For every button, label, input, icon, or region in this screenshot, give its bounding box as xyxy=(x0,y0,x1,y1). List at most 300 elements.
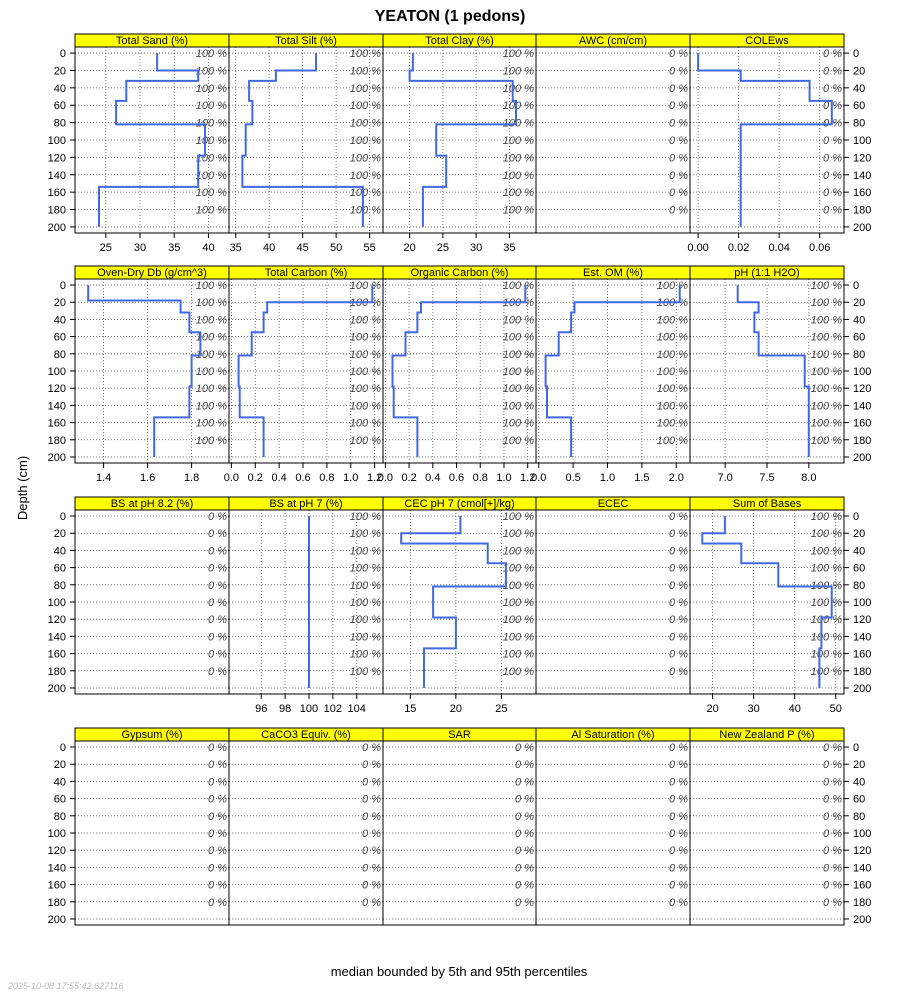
y-tick-label: 0 xyxy=(59,280,66,293)
y-tick-label: 60 xyxy=(53,100,66,113)
x-tick-label: 0.2 xyxy=(247,472,263,484)
y-tick-label: 80 xyxy=(853,348,866,361)
pct-label: 100 % xyxy=(349,562,381,575)
median-depth-line xyxy=(698,53,832,227)
pct-label: 0 % xyxy=(515,776,534,789)
y-tick-label: 0 xyxy=(853,511,860,524)
pct-label: 100 % xyxy=(656,348,688,361)
y-axis-label: Depth (cm) xyxy=(15,455,30,521)
panel-9 xyxy=(690,266,871,484)
pct-label: 100 % xyxy=(502,135,534,147)
pct-label: 100 % xyxy=(195,280,227,293)
panel-frame xyxy=(536,741,690,925)
panel-18 xyxy=(536,728,690,925)
panel-strip-title: COLEws xyxy=(745,35,789,47)
pct-label: 0 % xyxy=(669,100,688,113)
pct-label: 100 % xyxy=(349,528,381,541)
pct-label: 0 % xyxy=(823,896,842,909)
x-tick-label: 40 xyxy=(202,242,215,254)
pct-label: 100 % xyxy=(502,169,534,182)
x-tick-label: 45 xyxy=(296,242,309,254)
y-tick-label: 160 xyxy=(47,187,66,200)
pct-label: 100 % xyxy=(349,597,381,609)
y-tick-label: 20 xyxy=(53,65,66,78)
y-tick-label: 120 xyxy=(853,614,872,627)
pct-label: 100 % xyxy=(656,383,688,396)
pct-label: 100 % xyxy=(502,545,534,558)
pct-label: 100 % xyxy=(502,331,534,344)
pct-label: 100 % xyxy=(195,204,227,217)
pct-label: 0 % xyxy=(669,135,688,147)
panel-strip-title: Oven-Dry Db (g/cm^3) xyxy=(97,267,207,279)
pct-label: 0 % xyxy=(208,810,227,823)
y-tick-label: 200 xyxy=(853,221,872,234)
pct-label: 0 % xyxy=(669,545,688,558)
pct-label: 100 % xyxy=(656,400,688,413)
pct-label: 0 % xyxy=(823,187,842,200)
pct-label: 0 % xyxy=(208,511,227,524)
pct-label: 0 % xyxy=(823,828,842,840)
pct-label: 100 % xyxy=(810,614,842,627)
y-tick-label: 100 xyxy=(47,135,66,147)
pct-label: 100 % xyxy=(195,48,227,61)
pct-label: 100 % xyxy=(810,579,842,592)
pct-label: 100 % xyxy=(810,314,842,327)
panel-strip-title: BS at pH 7 (%) xyxy=(269,498,343,510)
pct-label: 0 % xyxy=(208,579,227,592)
pct-label: 100 % xyxy=(810,417,842,430)
y-tick-label: 100 xyxy=(47,597,66,609)
y-tick-label: 180 xyxy=(853,204,872,217)
pct-label: 100 % xyxy=(502,648,534,661)
y-tick-label: 100 xyxy=(853,828,872,840)
y-tick-label: 80 xyxy=(853,810,866,823)
pct-label: 0 % xyxy=(208,845,227,858)
x-tick-label: 30 xyxy=(470,242,483,254)
panel-3 xyxy=(536,34,690,233)
pct-label: 0 % xyxy=(669,879,688,892)
pct-label: 0 % xyxy=(208,828,227,840)
y-tick-label: 140 xyxy=(853,169,872,182)
x-tick-label: 0.0 xyxy=(531,472,547,484)
pct-label: 100 % xyxy=(656,366,688,378)
y-tick-label: 40 xyxy=(53,545,66,558)
pct-label: 100 % xyxy=(810,348,842,361)
pct-label: 0 % xyxy=(669,82,688,95)
panel-strip-title: Organic Carbon (%) xyxy=(410,267,509,279)
panel-strip-title: Est. OM (%) xyxy=(583,267,643,279)
pct-label: 100 % xyxy=(502,314,534,327)
pct-label: 100 % xyxy=(349,511,381,524)
pct-label: 0 % xyxy=(515,742,534,755)
pct-label: 100 % xyxy=(656,297,688,310)
pct-label: 0 % xyxy=(669,793,688,806)
pct-label: 0 % xyxy=(823,759,842,772)
x-tick-label: 35 xyxy=(503,242,516,254)
panel-14 xyxy=(690,497,871,715)
pct-label: 0 % xyxy=(515,896,534,909)
pct-label: 100 % xyxy=(810,631,842,644)
pct-label: 0 % xyxy=(669,759,688,772)
y-tick-label: 200 xyxy=(47,682,66,695)
y-tick-label: 60 xyxy=(853,100,866,113)
panel-strip-title: ECEC xyxy=(597,498,629,510)
y-tick-label: 120 xyxy=(853,845,872,858)
y-tick-label: 160 xyxy=(853,417,872,430)
x-tick-label: 1.2 xyxy=(520,472,536,484)
panel-1 xyxy=(229,34,383,254)
y-tick-label: 20 xyxy=(53,528,66,541)
panel-strip-title: AWC (cm/cm) xyxy=(578,35,648,47)
pct-label: 0 % xyxy=(669,169,688,182)
y-tick-label: 40 xyxy=(53,776,66,789)
pct-label: 0 % xyxy=(208,776,227,789)
pct-label: 0 % xyxy=(823,65,842,78)
x-tick-label: 0.02 xyxy=(727,242,750,254)
y-tick-label: 80 xyxy=(53,810,66,823)
pct-label: 0 % xyxy=(208,759,227,772)
pct-label: 100 % xyxy=(810,648,842,661)
pct-label: 100 % xyxy=(502,400,534,413)
x-tick-label: 0.2 xyxy=(401,472,417,484)
pct-label: 100 % xyxy=(195,383,227,396)
y-tick-label: 120 xyxy=(47,845,66,858)
pct-label: 100 % xyxy=(349,297,381,310)
pct-label: 100 % xyxy=(810,665,842,678)
panel-frame xyxy=(229,741,383,925)
x-tick-label: 1.6 xyxy=(139,472,156,484)
panel-strip-title: SAR xyxy=(448,729,471,741)
x-tick-label: 0.5 xyxy=(565,472,581,484)
pct-label: 0 % xyxy=(362,759,381,772)
pct-label: 0 % xyxy=(669,597,688,609)
pct-label: 100 % xyxy=(195,348,227,361)
pct-label: 0 % xyxy=(515,810,534,823)
pct-label: 100 % xyxy=(502,597,534,609)
x-tick-label: 0.4 xyxy=(271,472,287,484)
pct-label: 100 % xyxy=(810,331,842,344)
pct-label: 0 % xyxy=(208,597,227,609)
pct-label: 0 % xyxy=(823,793,842,806)
pct-label: 0 % xyxy=(362,776,381,789)
y-tick-label: 140 xyxy=(47,169,66,182)
x-tick-label: 1.5 xyxy=(634,472,650,484)
y-tick-label: 160 xyxy=(853,187,872,200)
pct-label: 100 % xyxy=(195,152,227,165)
pct-label: 100 % xyxy=(195,434,227,447)
pct-label: 0 % xyxy=(208,545,227,558)
x-tick-label: 2.0 xyxy=(668,472,684,484)
pct-label: 100 % xyxy=(195,82,227,95)
panel-8 xyxy=(531,266,690,484)
pct-label: 0 % xyxy=(669,117,688,130)
pct-label: 0 % xyxy=(208,528,227,541)
panel-10 xyxy=(48,497,229,695)
panel-frame xyxy=(536,510,690,694)
pct-label: 0 % xyxy=(208,562,227,575)
x-tick-label: 20 xyxy=(403,242,416,254)
pct-label: 100 % xyxy=(810,297,842,310)
pct-label: 0 % xyxy=(669,562,688,575)
pct-label: 0 % xyxy=(669,665,688,678)
panel-strip-title: Al Saturation (%) xyxy=(571,729,655,741)
pct-label: 0 % xyxy=(208,862,227,875)
pct-label: 100 % xyxy=(349,117,381,130)
x-tick-label: 30 xyxy=(133,242,147,254)
pct-label: 100 % xyxy=(502,631,534,644)
pct-label: 100 % xyxy=(810,383,842,396)
x-tick-label: 96 xyxy=(255,703,268,715)
x-tick-label: 25 xyxy=(99,242,112,254)
pct-label: 0 % xyxy=(208,793,227,806)
pct-label: 0 % xyxy=(362,828,381,840)
pct-label: 0 % xyxy=(823,879,842,892)
y-tick-label: 40 xyxy=(853,776,866,789)
pct-label: 100 % xyxy=(502,562,534,575)
y-tick-label: 0 xyxy=(853,48,860,61)
pct-label: 100 % xyxy=(810,528,842,541)
y-tick-label: 120 xyxy=(853,383,872,396)
pct-label: 0 % xyxy=(823,862,842,875)
pct-label: 100 % xyxy=(502,417,534,430)
pct-label: 0 % xyxy=(515,793,534,806)
y-tick-label: 200 xyxy=(47,451,66,464)
pct-label: 0 % xyxy=(669,648,688,661)
pct-label: 0 % xyxy=(823,204,842,217)
panel-11 xyxy=(229,497,383,715)
pct-label: 100 % xyxy=(349,152,381,165)
pct-label: 0 % xyxy=(515,879,534,892)
panel-19 xyxy=(690,728,871,926)
y-tick-label: 200 xyxy=(853,682,872,695)
y-tick-label: 60 xyxy=(53,331,66,344)
pct-label: 0 % xyxy=(823,776,842,789)
y-tick-label: 60 xyxy=(853,562,866,575)
pct-label: 100 % xyxy=(656,417,688,430)
pct-label: 100 % xyxy=(349,314,381,327)
y-tick-label: 200 xyxy=(47,221,66,234)
y-tick-label: 0 xyxy=(853,280,860,293)
pct-label: 0 % xyxy=(823,810,842,823)
pct-label: 100 % xyxy=(502,204,534,217)
pct-label: 100 % xyxy=(349,579,381,592)
pct-label: 100 % xyxy=(502,383,534,396)
y-tick-label: 180 xyxy=(853,434,872,447)
x-tick-label: 0.0 xyxy=(223,472,240,484)
pct-label: 0 % xyxy=(362,793,381,806)
pct-label: 100 % xyxy=(349,100,381,113)
pct-label: 0 % xyxy=(208,614,227,627)
pct-label: 100 % xyxy=(349,614,381,627)
pct-label: 100 % xyxy=(502,100,534,113)
y-tick-label: 100 xyxy=(853,597,872,609)
panel-0 xyxy=(48,34,229,254)
y-tick-label: 200 xyxy=(47,913,66,926)
panel-15 xyxy=(48,728,229,926)
pct-label: 100 % xyxy=(349,48,381,61)
pct-label: 100 % xyxy=(502,65,534,78)
pct-label: 0 % xyxy=(515,845,534,858)
panel-frame xyxy=(536,47,690,233)
pct-label: 100 % xyxy=(349,82,381,95)
pct-label: 100 % xyxy=(195,417,227,430)
y-tick-label: 180 xyxy=(47,204,66,217)
y-tick-label: 140 xyxy=(47,631,66,644)
pct-label: 100 % xyxy=(656,314,688,327)
y-tick-label: 180 xyxy=(47,434,66,447)
y-tick-label: 140 xyxy=(853,400,872,413)
y-tick-label: 100 xyxy=(47,366,66,378)
pct-label: 0 % xyxy=(362,810,381,823)
panel-6 xyxy=(224,266,383,484)
y-tick-label: 140 xyxy=(853,862,872,875)
pct-label: 100 % xyxy=(349,169,381,182)
pct-label: 100 % xyxy=(810,366,842,378)
pct-label: 100 % xyxy=(349,366,381,378)
y-tick-label: 160 xyxy=(47,648,66,661)
pct-label: 0 % xyxy=(669,631,688,644)
pct-label: 100 % xyxy=(810,597,842,609)
y-tick-label: 20 xyxy=(853,297,866,310)
pct-label: 100 % xyxy=(349,348,381,361)
y-tick-label: 160 xyxy=(47,417,66,430)
y-tick-label: 80 xyxy=(853,117,866,130)
y-tick-label: 180 xyxy=(47,665,66,678)
x-tick-label: 15 xyxy=(404,703,417,715)
y-tick-label: 120 xyxy=(853,152,872,165)
x-tick-label: 40 xyxy=(788,703,801,715)
y-tick-label: 40 xyxy=(853,82,866,95)
pct-label: 100 % xyxy=(349,187,381,200)
pct-label: 0 % xyxy=(669,65,688,78)
pct-label: 100 % xyxy=(502,665,534,678)
pct-label: 0 % xyxy=(362,879,381,892)
x-tick-label: 1.0 xyxy=(599,472,616,484)
pct-label: 100 % xyxy=(502,366,534,378)
pct-label: 0 % xyxy=(669,511,688,524)
pct-label: 100 % xyxy=(810,511,842,524)
pct-label: 100 % xyxy=(195,65,227,78)
pct-label: 0 % xyxy=(669,614,688,627)
x-tick-label: 7.5 xyxy=(759,472,775,484)
panel-strip-title: Sum of Bases xyxy=(732,498,802,510)
y-tick-label: 60 xyxy=(853,331,866,344)
pct-label: 100 % xyxy=(349,417,381,430)
x-tick-label: 1.8 xyxy=(183,472,200,484)
pct-label: 0 % xyxy=(669,579,688,592)
pct-label: 100 % xyxy=(349,400,381,413)
pct-label: 0 % xyxy=(362,845,381,858)
pct-label: 0 % xyxy=(515,862,534,875)
pct-label: 100 % xyxy=(195,117,227,130)
pct-label: 0 % xyxy=(669,742,688,755)
y-tick-label: 20 xyxy=(853,528,866,541)
x-tick-label: 40 xyxy=(263,242,276,254)
y-tick-label: 100 xyxy=(853,135,872,147)
y-tick-label: 40 xyxy=(853,314,866,327)
x-tick-label: 0.00 xyxy=(687,242,709,254)
panel-16 xyxy=(229,728,383,925)
pct-label: 0 % xyxy=(669,845,688,858)
x-tick-label: 55 xyxy=(363,242,376,254)
x-tick-label: 25 xyxy=(495,703,508,715)
y-tick-label: 160 xyxy=(853,648,872,661)
panel-frame xyxy=(690,741,844,925)
x-tick-label: 7.0 xyxy=(717,472,733,484)
pct-label: 100 % xyxy=(502,117,534,130)
y-tick-label: 80 xyxy=(53,117,66,130)
pct-label: 100 % xyxy=(810,400,842,413)
y-tick-label: 80 xyxy=(53,348,66,361)
y-tick-label: 0 xyxy=(59,511,66,524)
x-tick-label: 20 xyxy=(706,703,719,715)
pct-label: 0 % xyxy=(669,187,688,200)
pct-label: 100 % xyxy=(195,135,227,147)
chart-title: YEATON (1 pedons) xyxy=(374,8,526,25)
y-tick-label: 40 xyxy=(53,314,66,327)
y-tick-label: 120 xyxy=(47,152,66,165)
pct-label: 0 % xyxy=(669,896,688,909)
timestamp: 2025-10-08 17:55:42.627116 xyxy=(8,981,124,991)
x-tick-label: 100 xyxy=(299,703,319,715)
x-tick-label: 35 xyxy=(168,242,181,254)
pct-label: 100 % xyxy=(349,135,381,147)
pct-label: 100 % xyxy=(349,65,381,78)
pct-label: 0 % xyxy=(208,896,227,909)
pct-label: 100 % xyxy=(810,280,842,293)
y-tick-label: 180 xyxy=(47,896,66,909)
pct-label: 0 % xyxy=(823,169,842,182)
pct-label: 100 % xyxy=(502,528,534,541)
x-tick-label: 25 xyxy=(436,242,449,254)
x-tick-label: 0.8 xyxy=(319,472,335,484)
panel-5 xyxy=(48,266,229,484)
pct-label: 100 % xyxy=(502,348,534,361)
x-tick-label: 30 xyxy=(747,703,760,715)
y-tick-label: 100 xyxy=(47,828,66,840)
pct-label: 100 % xyxy=(502,187,534,200)
pct-label: 100 % xyxy=(656,331,688,344)
x-tick-label: 35 xyxy=(229,242,242,254)
y-tick-label: 20 xyxy=(53,297,66,310)
pct-label: 100 % xyxy=(195,169,227,182)
y-tick-label: 100 xyxy=(853,366,872,378)
pct-label: 0 % xyxy=(362,862,381,875)
y-tick-label: 180 xyxy=(853,665,872,678)
x-tick-label: 0.6 xyxy=(448,472,465,484)
y-tick-label: 180 xyxy=(853,896,872,909)
pct-label: 100 % xyxy=(502,511,534,524)
panel-2 xyxy=(383,34,536,254)
x-tick-label: 0.04 xyxy=(768,242,790,254)
y-tick-label: 20 xyxy=(853,759,866,772)
y-tick-label: 60 xyxy=(53,562,66,575)
panel-strip-title: Total Clay (%) xyxy=(425,35,494,47)
pct-label: 0 % xyxy=(208,631,227,644)
y-tick-label: 80 xyxy=(853,579,866,592)
pct-label: 0 % xyxy=(669,204,688,217)
panel-strip-title: New Zealand P (%) xyxy=(719,729,815,741)
x-tick-label: 0.0 xyxy=(377,472,394,484)
pct-label: 0 % xyxy=(208,648,227,661)
y-tick-label: 20 xyxy=(853,65,866,78)
pct-label: 100 % xyxy=(656,280,688,293)
panel-strip-title: Gypsum (%) xyxy=(121,729,183,741)
y-tick-label: 0 xyxy=(59,48,66,61)
y-tick-label: 140 xyxy=(47,400,66,413)
y-tick-label: 200 xyxy=(853,451,872,464)
pct-label: 0 % xyxy=(515,828,534,840)
